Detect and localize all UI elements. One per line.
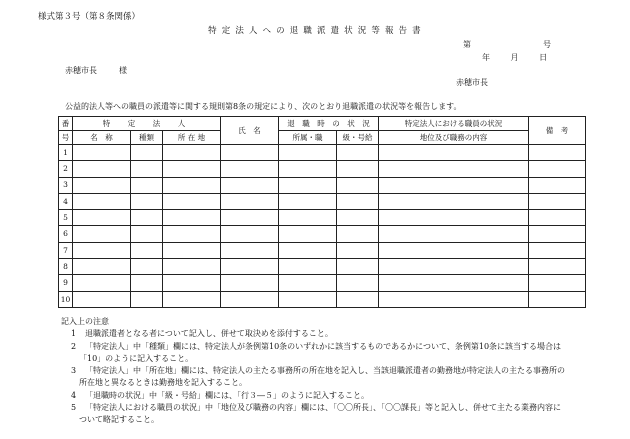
table-cell bbox=[529, 193, 586, 209]
row-number: 9 bbox=[59, 275, 73, 291]
table-cell bbox=[73, 242, 131, 258]
addressee-name: 赤穂市長 bbox=[65, 66, 97, 75]
table-cell bbox=[163, 291, 221, 307]
note-number: 5 bbox=[71, 403, 77, 413]
row-number: 5 bbox=[59, 210, 73, 226]
note-number: 2 bbox=[71, 341, 77, 351]
document-number bbox=[463, 41, 551, 49]
table-cell bbox=[337, 177, 379, 193]
note-text: 「退職時の状況」中「級・号給」欄には、「行３―５」のように記入すること。 bbox=[85, 390, 369, 400]
table-cell bbox=[221, 226, 279, 242]
report-table bbox=[58, 116, 586, 308]
table-cell bbox=[529, 259, 586, 275]
table-cell bbox=[163, 259, 221, 275]
table-cell bbox=[337, 161, 379, 177]
form-label: 様式第３号（第８条関係） bbox=[38, 12, 141, 22]
table-cell bbox=[279, 177, 337, 193]
row-number: 6 bbox=[59, 226, 73, 242]
note-item bbox=[61, 341, 621, 353]
number-suffix: 号 bbox=[543, 40, 551, 49]
group-remarks: 備 考 bbox=[529, 117, 586, 145]
table-cell bbox=[221, 145, 279, 161]
table-cell bbox=[73, 291, 131, 307]
notes-list bbox=[61, 328, 621, 426]
table-cell bbox=[279, 145, 337, 161]
note-item bbox=[61, 390, 621, 402]
table-cell bbox=[529, 291, 586, 307]
table-cell bbox=[221, 193, 279, 209]
table-cell bbox=[131, 193, 163, 209]
table-cell bbox=[221, 210, 279, 226]
table-cell bbox=[73, 259, 131, 275]
table-cell bbox=[379, 291, 529, 307]
table-cell bbox=[379, 259, 529, 275]
table-cell bbox=[163, 275, 221, 291]
table-row bbox=[59, 226, 586, 242]
table-row bbox=[59, 291, 586, 307]
table-cell bbox=[379, 275, 529, 291]
table-cell bbox=[163, 161, 221, 177]
table-row bbox=[59, 145, 586, 161]
table-cell bbox=[131, 242, 163, 258]
sub-address: 所 在 地 bbox=[163, 131, 221, 145]
table-cell bbox=[73, 145, 131, 161]
note-continuation: 「10」のように記入すること。 bbox=[79, 353, 194, 363]
table-cell bbox=[379, 226, 529, 242]
table-cell bbox=[73, 226, 131, 242]
table-cell bbox=[131, 275, 163, 291]
table-header-row-2 bbox=[59, 131, 586, 145]
table-cell bbox=[163, 226, 221, 242]
date-line: 年 月 日 bbox=[482, 53, 548, 62]
table-cell bbox=[529, 226, 586, 242]
note-text: 「特定法人における職員の状況」中「地位及び職務の内容」欄には、「〇〇所長」、「〇〇課長」等と記入し、併せて主たる業務内容に bbox=[85, 403, 561, 413]
table-cell bbox=[73, 275, 131, 291]
table-cell bbox=[221, 242, 279, 258]
table-cell bbox=[221, 161, 279, 177]
table-cell bbox=[73, 210, 131, 226]
row-number: 1 bbox=[59, 145, 73, 161]
row-number: 3 bbox=[59, 177, 73, 193]
table-cell bbox=[337, 226, 379, 242]
reporter: 赤穂市長 bbox=[456, 78, 488, 87]
table-header-row-1 bbox=[59, 117, 586, 131]
table-cell bbox=[163, 242, 221, 258]
table-cell bbox=[337, 259, 379, 275]
note-text: 「特定法人」中「所在地」欄には、特定法人の主たる事務所の所在地を記入し、当該退職派遣者の勤務地が特定法人の主たる事務所の bbox=[85, 366, 565, 376]
table-cell bbox=[131, 177, 163, 193]
table-cell bbox=[163, 193, 221, 209]
table-cell bbox=[279, 275, 337, 291]
table-row bbox=[59, 193, 586, 209]
table-cell bbox=[379, 145, 529, 161]
table-row bbox=[59, 242, 586, 258]
row-number: 2 bbox=[59, 161, 73, 177]
table-cell bbox=[529, 161, 586, 177]
table-cell bbox=[279, 242, 337, 258]
table-cell bbox=[131, 210, 163, 226]
table-cell bbox=[337, 291, 379, 307]
table-cell bbox=[279, 210, 337, 226]
row-number: 8 bbox=[59, 259, 73, 275]
table-cell bbox=[73, 177, 131, 193]
row-number: 7 bbox=[59, 242, 73, 258]
group-status: 特定法人における職員の状況 bbox=[379, 117, 529, 131]
table-cell bbox=[279, 161, 337, 177]
table-cell bbox=[73, 193, 131, 209]
note-text: 退職派遣者となる者について記入し、併せて取決めを添付すること。 bbox=[85, 329, 333, 339]
table-cell bbox=[379, 161, 529, 177]
table-cell bbox=[163, 145, 221, 161]
table-row bbox=[59, 210, 586, 226]
sub-type: 種類 bbox=[131, 131, 163, 145]
table-cell bbox=[337, 275, 379, 291]
col-number-top: 番 bbox=[59, 117, 73, 131]
table-row bbox=[59, 259, 586, 275]
group-retirement: 退 職 時 の 状 況 bbox=[279, 117, 379, 131]
row-number: 4 bbox=[59, 193, 73, 209]
document-title: 特 定 法 人 へ の 退 職 派 遣 状 況 等 報 告 書 bbox=[208, 26, 422, 36]
note-number: 4 bbox=[71, 390, 77, 400]
note-text: 「特定法人」中「種類」欄には、特定法人が条例第10条のいずれかに該当するものであるかについて、条例第10条に該当する場合は bbox=[85, 341, 562, 351]
notes bbox=[61, 316, 621, 427]
table-cell bbox=[221, 177, 279, 193]
table-cell bbox=[279, 226, 337, 242]
note-item bbox=[61, 402, 621, 414]
table-cell bbox=[529, 275, 586, 291]
addressee bbox=[65, 67, 127, 75]
group-name: 氏 名 bbox=[221, 117, 279, 145]
sub-dept: 所属・職 bbox=[279, 131, 337, 145]
table-cell bbox=[529, 177, 586, 193]
table-cell bbox=[131, 226, 163, 242]
table-cell bbox=[221, 291, 279, 307]
intro-text: 公益的法人等への職員の派遣等に関する規則第8条の規定により、次のとおり退職派遣の状況等を報告します。 bbox=[65, 102, 462, 111]
table-cell bbox=[529, 210, 586, 226]
table-row bbox=[59, 161, 586, 177]
table-cell bbox=[379, 242, 529, 258]
sub-grade: 級・号給 bbox=[337, 131, 379, 145]
note-number: 3 bbox=[71, 366, 77, 376]
group-corporation: 特 定 法 人 bbox=[73, 117, 221, 131]
sub-position: 地位及び職務の内容 bbox=[379, 131, 529, 145]
table-cell bbox=[279, 193, 337, 209]
note-continuation: 所在地と異なるときは勤務地を記入すること。 bbox=[79, 378, 247, 388]
table-cell bbox=[379, 210, 529, 226]
table-cell bbox=[221, 275, 279, 291]
table-cell bbox=[279, 259, 337, 275]
notes-heading: 記入上の注意 bbox=[61, 317, 109, 326]
note-item bbox=[61, 365, 621, 377]
table-cell bbox=[131, 291, 163, 307]
table-cell bbox=[337, 210, 379, 226]
table-cell bbox=[73, 161, 131, 177]
table-cell bbox=[337, 145, 379, 161]
col-number-bottom: 号 bbox=[59, 131, 73, 145]
table-cell bbox=[279, 291, 337, 307]
table-row bbox=[59, 177, 586, 193]
table-cell bbox=[379, 177, 529, 193]
table-cell bbox=[529, 242, 586, 258]
table-cell bbox=[131, 145, 163, 161]
table-cell bbox=[131, 259, 163, 275]
row-number: 10 bbox=[59, 291, 73, 307]
number-prefix: 第 bbox=[463, 40, 471, 49]
table-cell bbox=[529, 145, 586, 161]
table-cell bbox=[163, 177, 221, 193]
table-cell bbox=[379, 193, 529, 209]
note-number: 1 bbox=[71, 329, 77, 339]
note-item bbox=[61, 328, 621, 340]
table-cell bbox=[131, 161, 163, 177]
table-cell bbox=[163, 210, 221, 226]
honorific: 様 bbox=[119, 66, 127, 75]
sub-name: 名 称 bbox=[73, 131, 131, 145]
note-continuation: ついて略記すること。 bbox=[79, 415, 159, 425]
table-row bbox=[59, 275, 586, 291]
table-cell bbox=[337, 242, 379, 258]
table-cell bbox=[221, 259, 279, 275]
table-cell bbox=[337, 193, 379, 209]
